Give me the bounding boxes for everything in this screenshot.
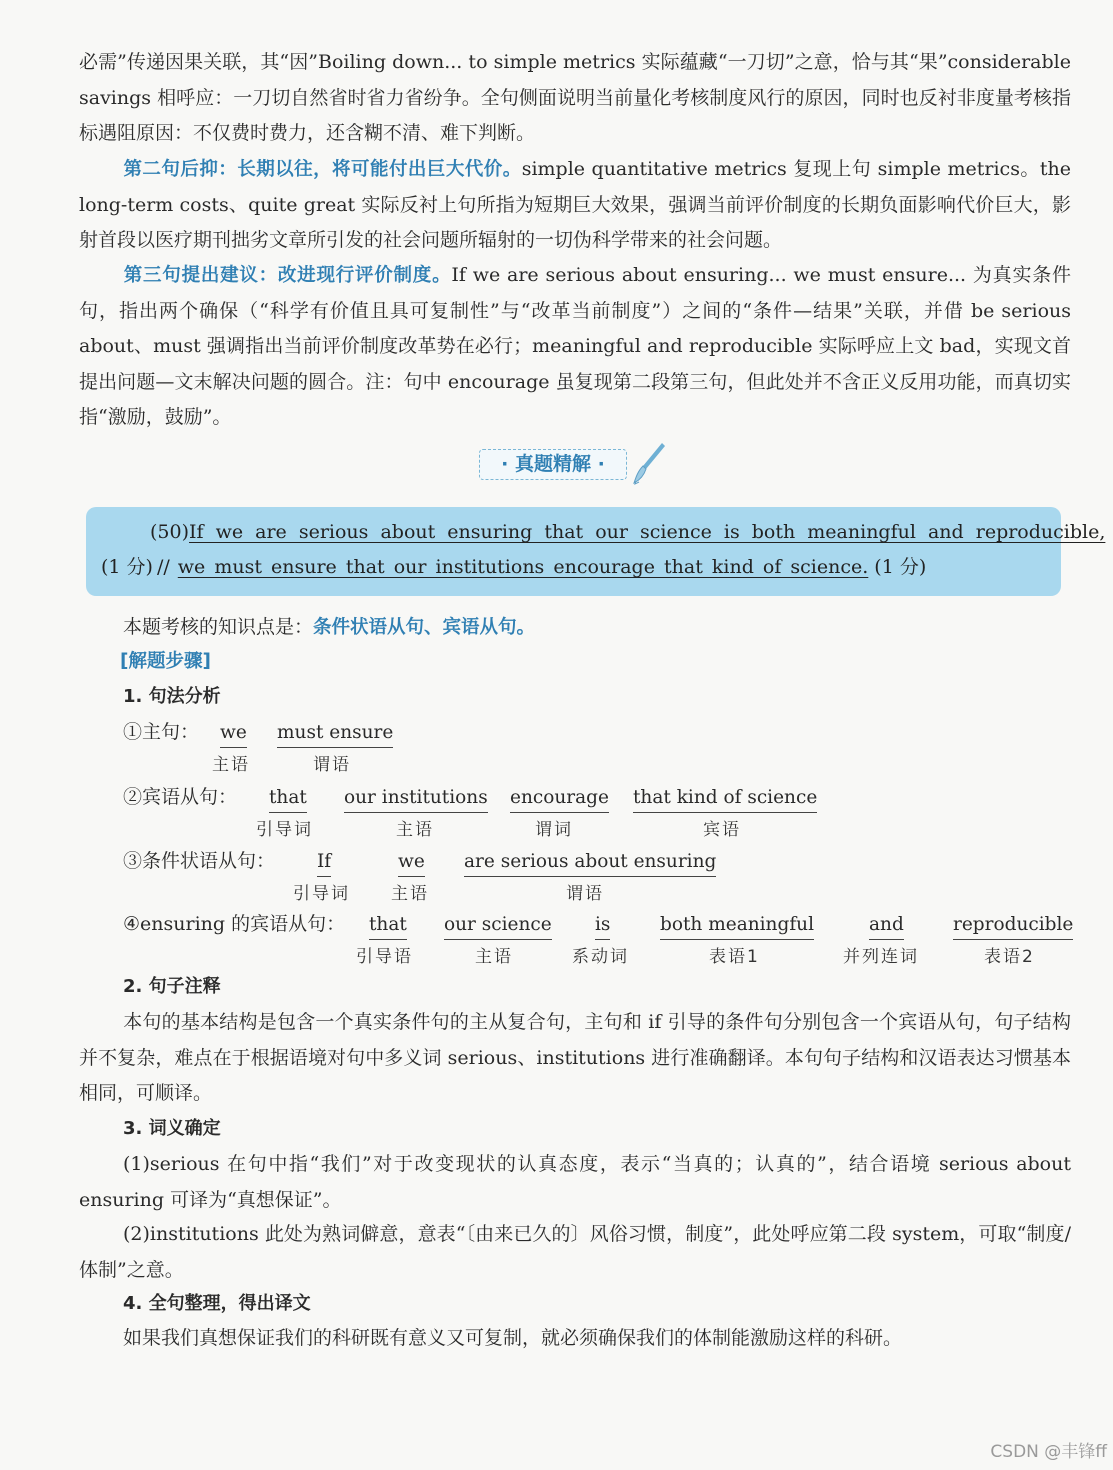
answer-score-1: (1 分) — [101, 556, 153, 578]
step2-title: 2. 句子注释 — [123, 976, 221, 997]
row4-word-predicative-1: both meaningful — [660, 912, 814, 940]
answer-number: (50) — [150, 521, 190, 543]
row2-role-predicate: 谓词 — [535, 820, 573, 840]
row1-label: ①主句： — [123, 721, 200, 743]
row2-word-predicate: encourage — [510, 785, 609, 813]
row4-word-predicative-2: reproducible — [953, 912, 1073, 940]
intro-paragraph-2 — [79, 152, 1071, 259]
step3-title: 3. 词义确定 — [123, 1118, 221, 1139]
answer-line-2 — [101, 552, 926, 582]
row3-label: ③条件状语从句： — [123, 850, 276, 872]
answer-part-2: we must ensure that our institutions encourage that kind of science. — [177, 556, 869, 578]
brush-icon — [632, 441, 668, 485]
steps-title: [解题步骤] — [120, 651, 211, 672]
intro-paragraph-1 — [79, 45, 1071, 152]
row2-role-object: 宾语 — [703, 820, 741, 840]
step4-title: 4. 全句整理，得出译文 — [123, 1293, 311, 1314]
knowledge-prefix: 本题考核的知识点是： — [123, 616, 314, 638]
row2-label: ②宾语从句： — [123, 786, 238, 808]
knowledge-points: 条件状语从句、宾语从句。 — [313, 617, 536, 638]
row3-role-predicate: 谓语 — [566, 884, 604, 904]
row1-role-subject: 主语 — [212, 755, 250, 775]
row4-word-linking-verb: is — [595, 912, 610, 940]
row4-role-linking-verb: 系动词 — [572, 947, 629, 967]
step2-paragraph — [79, 1005, 1071, 1112]
intro-heading-2: 第二句后抑：长期以往，将可能付出巨大代价。 — [123, 159, 522, 180]
answer-score-2: (1 分) — [874, 556, 927, 578]
row2-word-object: that kind of science — [633, 785, 817, 813]
row4-label: ④ensuring 的宾语从句： — [123, 913, 346, 935]
row4-role-predicative-2: 表语2 — [984, 947, 1035, 967]
row4-word-that: that — [369, 912, 407, 940]
row2-word-that: that — [269, 785, 307, 813]
row3-role-if: 引导词 — [293, 884, 350, 904]
row1-word-predicate: must ensure — [277, 720, 393, 748]
row4-role-predicative-1: 表语1 — [709, 947, 760, 967]
intro-text-2: simple quantitative metrics 复现上句 simple metrics。the long-term costs、quite great 实际反衬上句所指为短期巨大效果，强调当前评价制度的长期负面影响代价巨大，影射首段以医疗期刊拙劣文章所引发的社会问题所辐射的一切伪科学带来的社会问题。 — [79, 158, 1071, 251]
step3-item-1 — [79, 1147, 1071, 1218]
step2-text: 本句的基本结构是包含一个真实条件句的主从复合句，主句和 if 引导的条件句分别包含一个宾语从句，句子结构并不复杂，难点在于根据语境对句中多义词 serious、institutions 进行准确翻译。本句句子结构和汉语表达习惯基本相同，可顺译。 — [79, 1011, 1071, 1104]
row4-role-that: 引导语 — [356, 947, 413, 967]
row3-word-if: If — [317, 849, 331, 877]
row4-word-and: and — [869, 912, 904, 940]
section-badge: · 真题精解 · — [479, 449, 627, 480]
answer-separator: // — [156, 556, 170, 578]
step3-item-1-text: (1)serious 在句中指“我们”对于改变现状的认真态度，表示“当真的；认真的”，结合语境 serious about ensuring 可译为“真想保证”。 — [79, 1153, 1071, 1211]
watermark: CSDN @丰锋ff — [990, 1442, 1107, 1462]
row1-role-predicate: 谓语 — [313, 755, 351, 775]
row4-role-subject: 主语 — [475, 947, 513, 967]
row3-role-subject: 主语 — [391, 884, 429, 904]
row1-word-subject: we — [220, 720, 247, 748]
answer-part-1: If we are serious about ensuring that our science is both meaningful and reproducible, — [189, 521, 1106, 543]
step1-title: 1. 句法分析 — [123, 686, 221, 707]
intro-paragraph-3 — [79, 258, 1071, 436]
row2-word-subject: our institutions — [344, 785, 488, 813]
row2-role-subject: 主语 — [396, 820, 434, 840]
step4-text: 如果我们真想保证我们的科研既有意义又可复制，就必须确保我们的体制能激励这样的科研。 — [123, 1327, 903, 1349]
intro-text-3: If we are serious about ensuring... we must ensure... 为真实条件句，指出两个确保（“科学有价值且具可复制性”与“改革当前制度”）之间的“条件—结果”关联，并借 be serious about、must 强调指出当前评价制度改革势在必行；meaningful and reproducible 实际呼应上文 bad，实现文首提出问题—文末解决问题的圆合。注：句中 encourage 虽复现第二段第三句，但此处并不含正义反用功能，而真切实指“激励，鼓励”。 — [79, 264, 1071, 428]
step3-item-2 — [79, 1217, 1071, 1288]
row2-role-that: 引导词 — [256, 820, 313, 840]
step3-item-2-text: (2)institutions 此处为熟词僻意，意表“〔由来已久的〕风俗习惯，制度”，此处呼应第二段 system，可取“制度/体制”之意。 — [79, 1223, 1071, 1281]
knowledge-line — [123, 612, 535, 643]
step4-paragraph — [79, 1321, 1071, 1357]
intro-heading-3: 第三句提出建议：改进现行评价制度。 — [123, 265, 452, 286]
row4-word-subject: our science — [444, 912, 552, 940]
intro-text-1: 必需”传递因果关联，其“因”Boiling down... to simple metrics 实际蕴藏“一刀切”之意，恰与其“果”considerable savings 相呼应：一刀切自然省时省力省纷争。全句侧面说明当前量化考核制度风行的原因，同时也反衬非度量考核指标遇阻原因：不仅费时费力，还含糊不清、难下判断。 — [79, 51, 1071, 144]
row4-role-and: 并列连词 — [843, 947, 919, 967]
row3-word-subject: we — [398, 849, 425, 877]
answer-line-1 — [150, 517, 1105, 547]
row3-word-predicate: are serious about ensuring — [464, 849, 716, 877]
